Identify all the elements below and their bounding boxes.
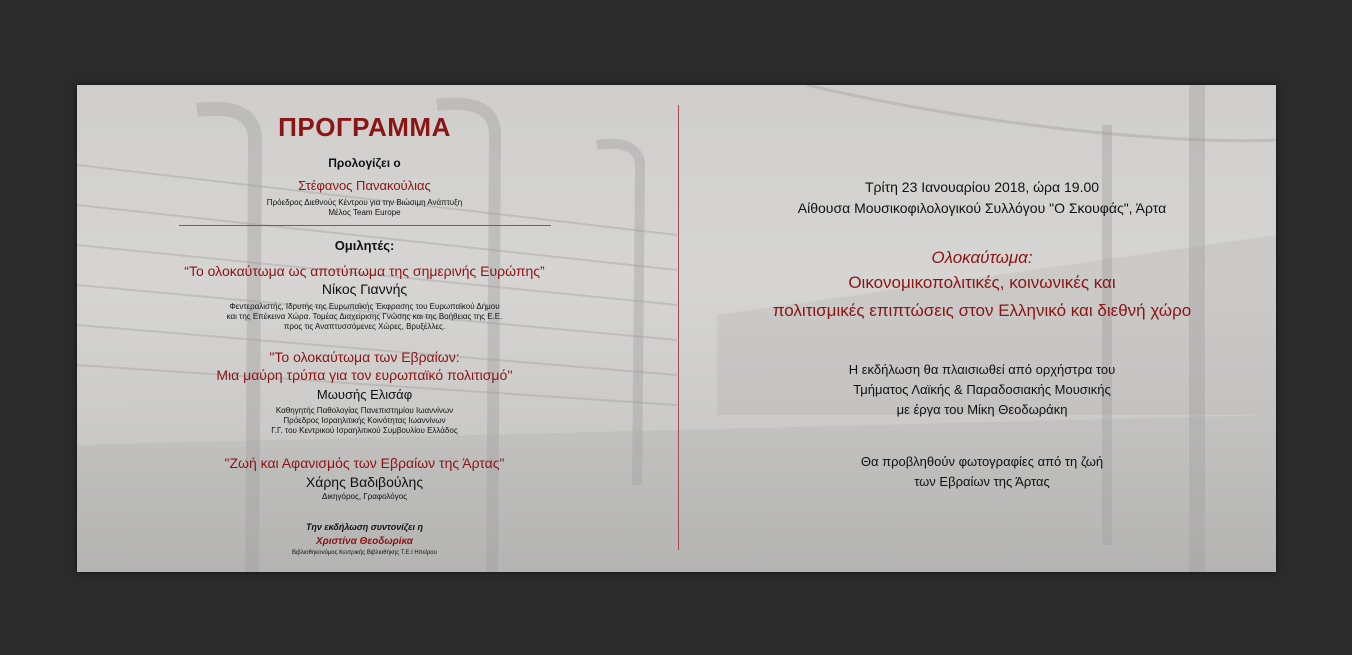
event-heading-3: πολιτισμικές επιπτώσεις στον Ελληνικό και διεθνή χώρο [772, 301, 1192, 320]
speaker-3-role-1: Δικηγόρος, Γραφολόγος [321, 492, 408, 501]
speaker-1-role-1: Φεντεραλιστής, Ιδρυτής της Ευρωπαϊκής Έκφρασης του Ευρωπαϊκού Δήμου [229, 302, 500, 311]
photos-line-2: των Εβραίων της Άρτας [914, 474, 1050, 489]
header-separator [179, 225, 551, 226]
intro-role-1: Πρόεδρος Διεθνούς Κέντρου για την Βιώσιμη Ανάπτυξη [266, 198, 463, 207]
speaker-2-talk-2: Μια μαύρη τρύπα για τον ευρωπαϊκό πολιτισμό'' [216, 367, 513, 383]
speaker-2-role-3: Γ.Γ. του Κεντρικού Ισραηλιτικού Συμβουλίου Ελλάδος [271, 426, 458, 435]
intro-label: Προλογίζει ο [328, 156, 401, 170]
invitation-card [77, 85, 1276, 572]
coordinator-label: Την εκδήλωση συντονίζει η [306, 522, 423, 532]
music-line-3: με έργα του Μίκη Θεοδωράκη [896, 402, 1068, 417]
speaker-2-name: Μωυσής Ελισάφ [316, 387, 413, 402]
speaker-1-name: Νίκος Γιαννής [321, 281, 408, 297]
fold-divider [678, 105, 679, 550]
intro-name: Στέφανος Πανακούλιας [298, 178, 431, 193]
speaker-2-talk-1: "Το ολοκαύτωμα των Εβραίων: [269, 349, 460, 365]
event-venue: Αίθουσα Μουσικοφιλολογικού Συλλόγου "Ο Σκουφάς", Άρτα [797, 200, 1167, 216]
event-date: Τρίτη 23 Ιανουαρίου 2018, ώρα 19.00 [864, 179, 1100, 195]
speaker-3-talk: "Ζωή και Αφανισμός των Εβραίων της Άρτας" [224, 455, 505, 471]
event-heading-1: Ολοκαύτωμα: [931, 248, 1033, 267]
event-panel [702, 85, 1262, 572]
speaker-1-role-2: και της Επέκεινα Χώρα. Τομέας Διαχείρισης Γνώσης και της Βοήθειας της Ε.Ε. [226, 312, 503, 321]
speaker-1-role-3: προς τις Αναπτυσσόμενες Χώρες, Βρυξέλλες. [283, 322, 446, 331]
program-panel [77, 85, 652, 572]
program-title: ΠΡΟΓΡΑΜΜΑ [278, 112, 451, 142]
coordinator-role: Βιβλιοθηκονόμος Κεντρικής Βιβλιοθήκης Τ.Ε.Ι Ηπείρου [292, 550, 437, 556]
event-heading-2: Οικονομικοπολιτικές, κοινωνικές και [848, 273, 1116, 292]
photos-line-1: Θα προβληθούν φωτογραφίες από τη ζωή [860, 454, 1104, 469]
coordinator-name: Χριστίνα Θεοδωρίκα [316, 536, 413, 547]
speaker-2-role-2: Πρόεδρος Ισραηλιτικής Κοινότητας Ιωαννίνων [283, 416, 446, 425]
speaker-3-name: Χάρης Βαδιβούλης [305, 474, 424, 490]
speaker-1-talk: “Το ολοκαύτωμα ως αποτύπωμα της σημερινής Ευρώπης” [184, 263, 545, 279]
intro-role-2: Μέλος Team Europe [328, 208, 401, 217]
speakers-label: Ομιλητές: [334, 238, 395, 253]
music-line-2: Τμήματος Λαϊκής & Παραδοσιακής Μουσικής [853, 382, 1111, 397]
speaker-2-role-1: Καθηγητής Παθολογίας Πανεπιστημίου Ιωαννίνων [275, 406, 454, 415]
music-line-1: Η εκδήλωση θα πλαισιωθεί από ορχήστρα του [848, 362, 1116, 377]
